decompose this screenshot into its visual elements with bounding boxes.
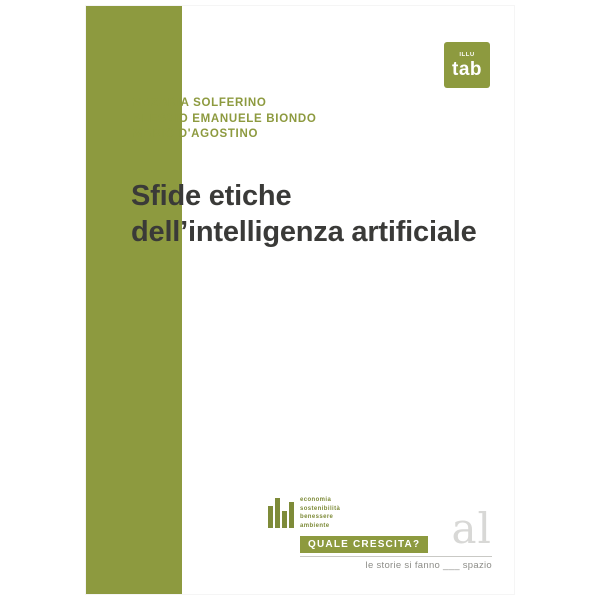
series-tag: QUALE CRESCITA? — [300, 536, 428, 553]
green-side-band — [86, 6, 182, 594]
series-keyword-3: benessere — [300, 514, 334, 521]
author-name-1: NAZARIA SOLFERINO — [133, 97, 267, 109]
author-name-2: ALESSIO EMANUELE BIONDO — [133, 112, 317, 125]
series-keyword-4: ambiente — [300, 522, 330, 529]
publisher-logo-top-text: ILLU — [459, 52, 475, 58]
series-word: al — [451, 504, 492, 553]
book-cover — [86, 6, 514, 594]
book-title: Sfide etiche dell’intelligenza artificiale — [131, 180, 477, 248]
series-divider — [300, 556, 492, 557]
publisher-logo-main-text: tab — [452, 59, 482, 80]
bar-chart-icon — [268, 498, 294, 528]
series-payoff: le storie si fanno ___ spazio — [365, 560, 492, 571]
series-keyword-2: sostenibilità — [300, 505, 341, 512]
publisher-logo — [444, 42, 490, 88]
series-keyword-1: economia — [300, 497, 332, 503]
author-list — [133, 96, 453, 143]
author-name-3: MARIO D'AGOSTINO — [133, 128, 259, 140]
series-block — [264, 496, 494, 582]
series-keywords — [300, 496, 410, 530]
